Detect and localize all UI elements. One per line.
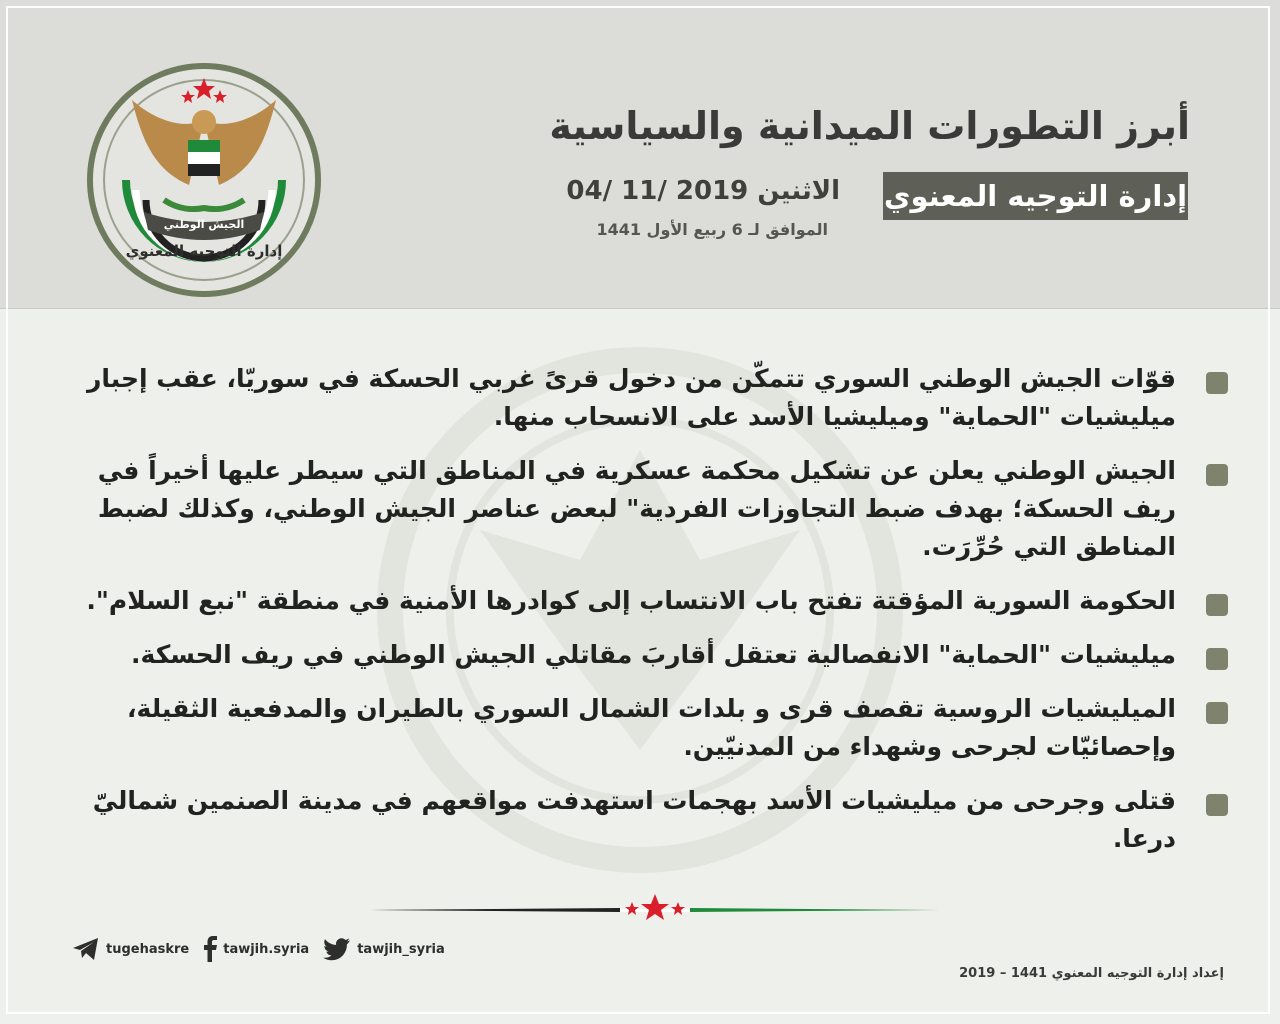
twitter-icon xyxy=(323,937,351,961)
facebook-icon xyxy=(203,936,217,962)
news-item xyxy=(48,582,1228,620)
social-twitter[interactable] xyxy=(323,937,445,961)
page-title: أبرز التطورات الميدانية والسياسية xyxy=(549,104,1190,148)
department-label: إدارة التوجيه المعنوي xyxy=(883,172,1188,220)
news-item-text: ميليشيات "الحماية" الانفصالية تعتقل أقاربَ مقاتلي الجيش الوطني في ريف الحسكة. xyxy=(131,640,1176,669)
news-item-text: قوّات الجيش الوطني السوري تتمكّن من دخول قرىً غربي الحسكة في سوريّا، عقب إجبار ميليشيات "الحماية" وميليشيا الأسد على الانسحاب منها. xyxy=(87,364,1176,431)
star-icon xyxy=(671,902,685,915)
news-item-text: الجيش الوطني يعلن عن تشكيل محكمة عسكرية في المناطق التي سيطر عليها أخيراً في ريف الحسكة؛ بهدف ضبط التجاوزات الفردية" لبعض عناصر الجيش الوطني، وكذلك لضبط المناطق التي حُرِّرَت. xyxy=(97,456,1176,561)
logo-top-text: الجيش الوطني xyxy=(163,218,245,231)
star-icon xyxy=(625,902,639,915)
news-item xyxy=(48,636,1228,674)
news-item xyxy=(48,360,1228,436)
eagle-emblem-icon xyxy=(84,60,324,300)
news-item xyxy=(48,690,1228,766)
social-telegram[interactable] xyxy=(72,937,189,961)
bullet-square-icon xyxy=(1206,464,1228,486)
star-icon xyxy=(641,894,669,920)
bullet-square-icon xyxy=(1206,794,1228,816)
bullet-square-icon xyxy=(1206,594,1228,616)
telegram-icon xyxy=(72,937,100,961)
bullet-square-icon xyxy=(1206,372,1228,394)
news-item-text: الحكومة السورية المؤقتة تفتح باب الانتساب إلى كوادرها الأمنية في منطقة "نبع السلام". xyxy=(86,586,1176,615)
footer-credit: إعداد إدارة التوجيه المعنوي 1441 – 2019 xyxy=(959,966,1224,981)
social-facebook[interactable] xyxy=(203,936,309,962)
bullet-square-icon xyxy=(1206,648,1228,670)
flag-divider xyxy=(370,890,940,920)
logo-bottom-text: إدارة التوجيه المعنوي xyxy=(125,242,283,260)
hijri-date-text: الموافق لـ 6 ربيع الأول 1441 xyxy=(596,220,828,239)
bullet-square-icon xyxy=(1206,702,1228,724)
news-list xyxy=(48,360,1228,874)
twitter-handle: tawjih_syria xyxy=(357,941,445,957)
facebook-handle: tawjih.syria xyxy=(223,941,310,957)
news-item xyxy=(48,452,1228,566)
news-item xyxy=(48,782,1228,858)
date-text: الاثنين 2019 /11 /04 xyxy=(566,176,840,206)
social-links xyxy=(72,934,459,964)
telegram-handle: tugehaskre xyxy=(106,941,190,957)
news-item-text: قتلى وجرحى من ميليشيات الأسد بهجمات استهدفت مواقعهم في مدينة الصنمين شماليّ درعا. xyxy=(92,786,1176,853)
news-item-text: الميليشيات الروسية تقصف قرى و بلدات الشمال السوري بالطيران والمدفعية الثقيلة، وإحصائيّات لجرحى وشهداء من المدنيّين. xyxy=(127,694,1176,761)
